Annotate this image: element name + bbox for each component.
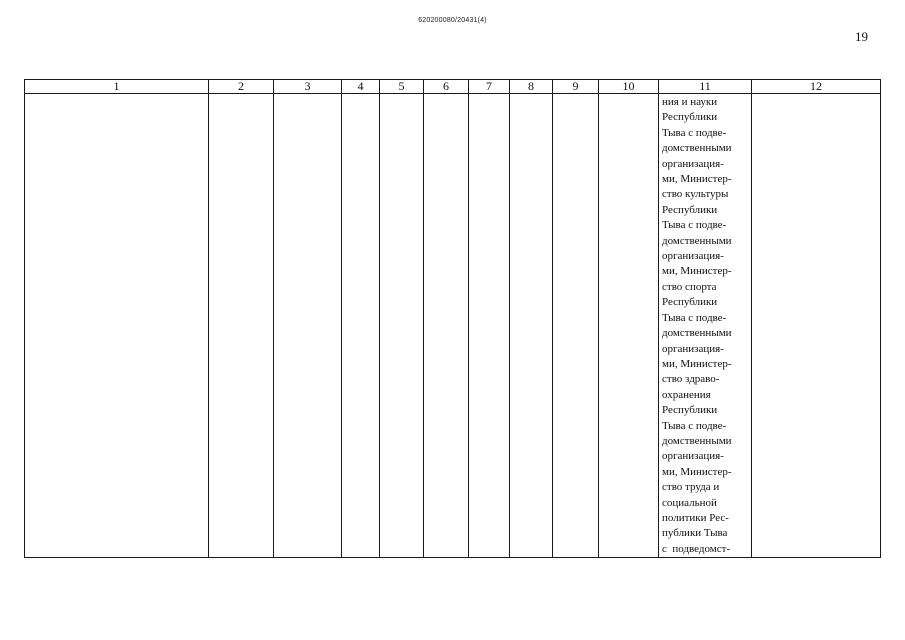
cell-text <box>209 94 273 95</box>
table-row <box>25 94 881 558</box>
data-table <box>24 79 881 558</box>
cell-text <box>274 94 341 95</box>
table-header-row <box>25 80 881 94</box>
column-header-7: 7 <box>469 80 510 94</box>
column-header-8: 8 <box>510 80 553 94</box>
column-header-5: 5 <box>380 80 424 94</box>
table-cell-col-8 <box>510 94 553 558</box>
table-cell-col-11 <box>659 94 752 558</box>
table-cell-col-3 <box>274 94 342 558</box>
table-cell-col-12 <box>752 94 881 558</box>
table-cell-col-5 <box>380 94 424 558</box>
cell-text <box>752 94 880 95</box>
cell-text <box>599 94 658 95</box>
page-number: 19 <box>855 29 868 44</box>
cell-text <box>510 94 552 95</box>
column-header-4: 4 <box>342 80 380 94</box>
document-id: 620200080/20431(4) <box>418 17 487 24</box>
cell-text-responsible-organizations: ния и науки Республики Тыва с подве- домственными организация- ми, Министер- ство культуры Республики Тыва с подве- домственными организация- ми, Министер- ство спорта Республики Тыва с подве- домственными организация- ми, Министер- ство здраво- охранения Республики Тыва с подве- домственными организация- ми, Министер- ство труда и социальной политики Рес- публики Тыва с подведомст- <box>662 96 732 555</box>
column-header-10: 10 <box>599 80 659 94</box>
column-header-3: 3 <box>274 80 342 94</box>
table-cell-col-10 <box>599 94 659 558</box>
column-header-1: 1 <box>25 80 209 94</box>
cell-text <box>469 94 509 95</box>
table-cell-col-6 <box>424 94 469 558</box>
column-header-11: 11 <box>659 80 752 94</box>
table-cell-col-1 <box>25 94 209 558</box>
table-cell-col-2 <box>209 94 274 558</box>
table-cell-col-4 <box>342 94 380 558</box>
cell-text <box>424 94 468 95</box>
column-header-12: 12 <box>752 80 881 94</box>
column-header-6: 6 <box>424 80 469 94</box>
cell-text <box>25 94 208 95</box>
cell-text <box>342 94 379 95</box>
column-header-2: 2 <box>209 80 274 94</box>
cell-text <box>380 94 423 95</box>
table-cell-col-7 <box>469 94 510 558</box>
cell-text <box>553 94 598 95</box>
column-header-9: 9 <box>553 80 599 94</box>
table-cell-col-9 <box>553 94 599 558</box>
